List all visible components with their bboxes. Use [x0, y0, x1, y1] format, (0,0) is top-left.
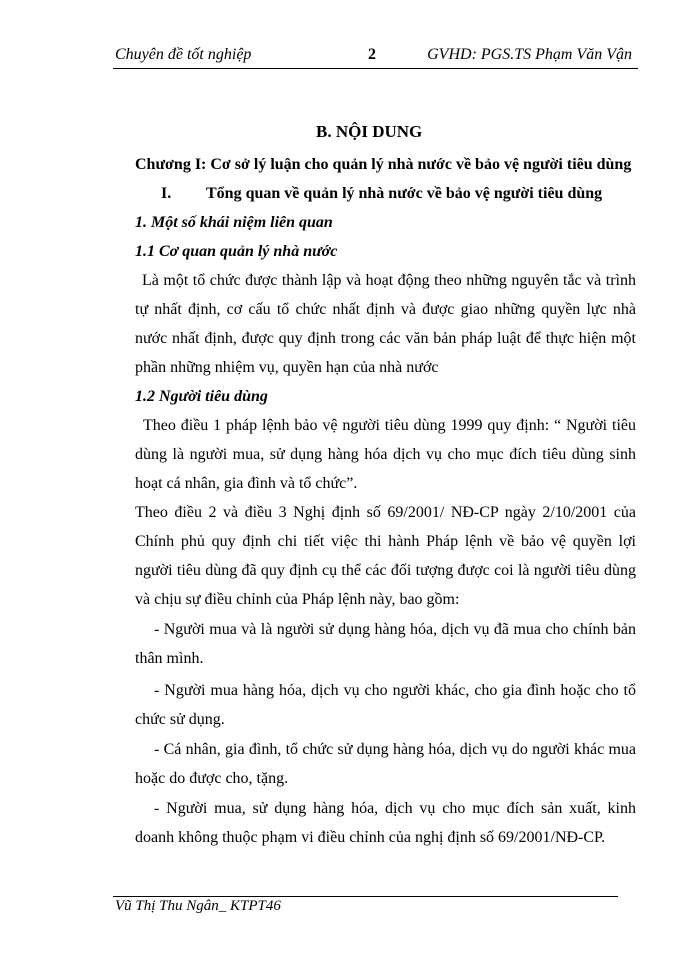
- subsection-1-1-heading: 1.1 Cơ quan quản lý nhà nước: [135, 243, 338, 260]
- subsection-1-heading: 1. Một số khái niệm liên quan: [135, 214, 333, 231]
- footer-rule: [113, 896, 618, 897]
- paragraph-line: phần những nhiệm vụ, quyền hạn của nhà nước: [135, 359, 439, 376]
- bullet-item-continuation: doanh không thuộc phạm vi điều chỉnh của nghị định số 69/2001/NĐ-CP.: [135, 829, 606, 846]
- paragraph-line: hoạt cá nhân, gia đình và tổ chức”.: [135, 475, 358, 492]
- header-advisor: GVHD: PGS.TS Phạm Văn Vận: [427, 46, 632, 63]
- paragraph-line: Chính phủ quy định chi tiết việc thi hành Pháp lệnh về bảo vệ quyền lợi: [135, 533, 636, 550]
- part-title: Tổng quan về quản lý nhà nước về bảo vệ người tiêu dùng: [206, 185, 603, 202]
- bullet-item: - Người mua hàng hóa, dịch vụ cho người khác, cho gia đình hoặc cho tổ: [154, 682, 636, 699]
- paragraph-line: người tiêu dùng đã quy định cụ thể các đối tượng được coi là người tiêu dùng: [135, 562, 636, 579]
- bullet-item-continuation: thân mình.: [135, 650, 204, 667]
- subsection-1-2-heading: 1.2 Người tiêu dùng: [135, 388, 268, 405]
- paragraph-line: Theo điều 1 pháp lệnh bảo vệ người tiêu dùng 1999 quy định: “ Người tiêu: [143, 417, 636, 434]
- header-rule: [113, 68, 638, 69]
- paragraph-line: tự nhất định, cơ cấu tổ chức nhất định và được giao những quyền lực nhà: [135, 301, 636, 318]
- paragraph-line: Theo điều 2 và điều 3 Nghị định số 69/2001/ NĐ-CP ngày 2/10/2001 của: [135, 504, 636, 521]
- section-title: B. NỘI DUNG: [316, 122, 423, 141]
- bullet-item-continuation: chức sử dụng.: [135, 711, 225, 728]
- bullet-item: - Người mua và là người sử dụng hàng hóa, dịch vụ đã mua cho chính bản: [154, 621, 636, 638]
- chapter-title: Chương I: Cơ sở lý luận cho quản lý nhà nước về bảo vệ người tiêu dùng: [135, 156, 632, 173]
- page-number: 2: [368, 46, 376, 63]
- bullet-item: - Người mua, sử dụng hàng hóa, dịch vụ cho mục đích sản xuất, kinh: [154, 800, 636, 817]
- bullet-item: - Cá nhân, gia đình, tổ chức sử dụng hàng hóa, dịch vụ do người khác mua: [154, 741, 636, 758]
- part-numeral: I.: [161, 185, 172, 202]
- paragraph-line: và chịu sự điều chỉnh của Pháp lệnh này, bao gồm:: [135, 591, 460, 608]
- page-header: [113, 46, 638, 70]
- header-title: Chuyên đề tốt nghiệp: [115, 46, 252, 63]
- paragraph-line: nước nhất định, được quy định trong các văn bản pháp luật để thực hiện một: [135, 330, 636, 347]
- bullet-item-continuation: hoặc do được cho, tặng.: [135, 770, 289, 787]
- paragraph-line: Là một tổ chức được thành lập và hoạt động theo những nguyên tắc và trình: [142, 272, 636, 289]
- page-footer: Vũ Thị Thu Ngân_ KTPT46: [115, 898, 281, 914]
- paragraph-line: dùng là người mua, sử dụng hàng hóa dịch vụ cho mục đích tiêu dùng sinh: [135, 446, 636, 463]
